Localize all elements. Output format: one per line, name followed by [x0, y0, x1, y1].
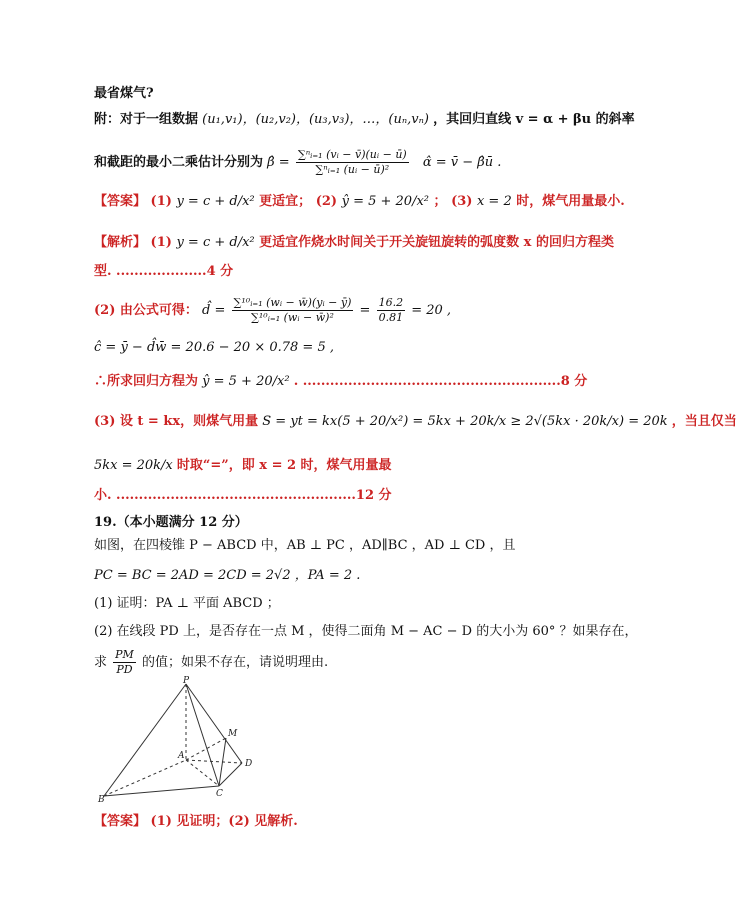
analysis-l5-dots: . .........................................................8 分: [293, 374, 588, 389]
beta-fraction: [296, 148, 409, 177]
note2-prefix: 和截距的最小二乘估计分别为: [94, 155, 264, 170]
d-hat-value-denominator: 0.81: [378, 311, 404, 324]
analysis-line-3: [94, 296, 451, 325]
d-hat-fraction: [232, 296, 354, 325]
q19-line-2: PC = BC = 2AD = 2CD = 2√2 ，PA = 2 .: [94, 568, 361, 583]
label-p: P: [183, 676, 190, 686]
answer-p2-sep: ；: [433, 194, 447, 209]
q19-line-1: 如图，在四棱锥 P − ABCD 中，AB ⊥ PC ，AD∥BC ，AD ⊥ CD ，且: [94, 538, 516, 553]
answer-18: [94, 192, 625, 212]
answer-p1-text: 更适宜；: [259, 194, 312, 209]
analysis-l1-text: 更适宜作烧水时间关于开关旋钮旋转的弧度数 x 的回归方程类: [259, 235, 614, 250]
analysis-line-2: 型. ....................4 分: [94, 264, 234, 279]
pm-numerator: PM: [115, 648, 134, 661]
note-line-1: [94, 110, 635, 130]
pm-pd-fraction: [113, 648, 136, 677]
analysis-line-1: [94, 233, 614, 253]
answer-19: [94, 812, 298, 832]
edge-bc: [104, 786, 219, 796]
edge-pb: [104, 684, 186, 796]
label-a: A: [178, 751, 185, 761]
analysis-l6-prefix: (3) 设 t = kx，则煤气用量: [94, 414, 259, 429]
answer-p3-text: 时，煤气用量最小.: [516, 194, 625, 209]
edge-ad: [186, 760, 242, 763]
note-suffix: ，其回归直线 v = α + βu 的斜率: [433, 112, 635, 127]
analysis-l1-label: (1): [150, 235, 172, 250]
q19-line-3: (1) 证明：PA ⊥ 平面 ABCD ；: [94, 596, 280, 611]
q19-l5-suffix: 的值；如果不存在，请说明理由.: [141, 655, 329, 670]
q19-l5-prefix: 求: [94, 655, 108, 670]
alpha-formula: α̂ = v̄ − β̂ū .: [422, 155, 502, 170]
analysis-line-6: [94, 412, 737, 432]
analysis-l3-lhs: d̂ =: [202, 303, 226, 318]
answer-p3-formula: x = 2: [476, 194, 512, 209]
analysis-l5-text: ∴所求回归方程为: [94, 374, 199, 389]
q19-heading: 19.（本小题满分 12 分）: [94, 515, 248, 530]
answer-p1-formula: y = c + d/x²: [176, 194, 255, 209]
answer-p1-label: (1): [150, 194, 172, 209]
analysis-line-8: 小. .....................................................12 分: [94, 488, 392, 503]
beta-lhs: β̂ =: [267, 155, 290, 170]
analysis-l1-formula: y = c + d/x²: [176, 235, 255, 250]
answer-p2-formula: ŷ = 5 + 20/x²: [341, 194, 429, 209]
pd-denominator: PD: [116, 663, 133, 676]
answer-p3-label: (3): [451, 194, 473, 209]
q19-line-4: (2) 在线段 PD 上，是否存在一点 M ，使得二面角 M − AC − D 的大小为 60° ？如果存在，: [94, 624, 638, 639]
edge-ab: [104, 760, 186, 796]
note-data: (u₁,v₁)，(u₂,v₂)，(u₃,v₃)，…，(uₙ,vₙ): [202, 112, 429, 127]
answer-tag: 【答案】: [94, 194, 147, 209]
edge-am: [186, 738, 226, 760]
answer-p2-label: (2): [315, 194, 338, 209]
label-c: C: [216, 789, 223, 799]
analysis-l6-formula: S = yt = kx(5 + 20/x²) = 5kx + 20k/x ≥ 2√(5kx · 20k/x) = 20k: [262, 414, 668, 429]
answer19-tag: 【答案】: [94, 814, 147, 829]
answer19-text: (1) 见证明；(2) 见解析.: [150, 814, 298, 829]
analysis-l7-text: 时取“=”，即 x = 2 时，煤气用量最: [176, 458, 392, 473]
pyramid-figure: [94, 676, 274, 806]
d-hat-value-fraction: [377, 296, 406, 325]
d-hat-result: = 20 ,: [411, 303, 452, 318]
edge-ac: [186, 760, 219, 786]
label-b: B: [98, 795, 105, 805]
analysis-tag: 【解析】: [94, 235, 147, 250]
d-hat-denominator: ∑¹⁰ᵢ₌₁ (wᵢ − w̄)²: [251, 311, 334, 324]
edge-pc: [186, 684, 219, 786]
analysis-l5-formula: ŷ = 5 + 20/x²: [202, 374, 290, 389]
question-tail-title: 最省煤气?: [94, 86, 154, 101]
q19-line-5: [94, 648, 328, 677]
d-hat-value-numerator: 16.2: [378, 296, 404, 309]
analysis-l7-formula: 5kx = 20k/x: [94, 458, 173, 473]
analysis-line-4: ĉ = ȳ − d̂w̄ = 20.6 − 20 × 0.78 = 5 ,: [94, 340, 334, 355]
d-hat-equals: =: [359, 303, 371, 318]
note-line-2: [94, 148, 501, 177]
d-hat-numerator: ∑¹⁰ᵢ₌₁ (wᵢ − w̄)(yᵢ − ȳ): [233, 296, 352, 309]
label-m: M: [228, 729, 238, 739]
analysis-l3-label: (2) 由公式可得：: [94, 303, 198, 318]
analysis-line-7: [94, 456, 392, 476]
beta-denominator: ∑ⁿᵢ₌₁ (uᵢ − ū)²: [315, 163, 390, 176]
edge-pd: [186, 684, 242, 763]
analysis-l6-suffix: ，当且仅当: [671, 414, 737, 429]
edge-cd: [219, 763, 242, 786]
beta-numerator: ∑ⁿᵢ₌₁ (vᵢ − v̄)(uᵢ − ū): [297, 148, 407, 161]
note-prefix: 附：对于一组数据: [94, 112, 199, 127]
analysis-line-5: [94, 372, 587, 392]
label-d: D: [245, 759, 253, 769]
